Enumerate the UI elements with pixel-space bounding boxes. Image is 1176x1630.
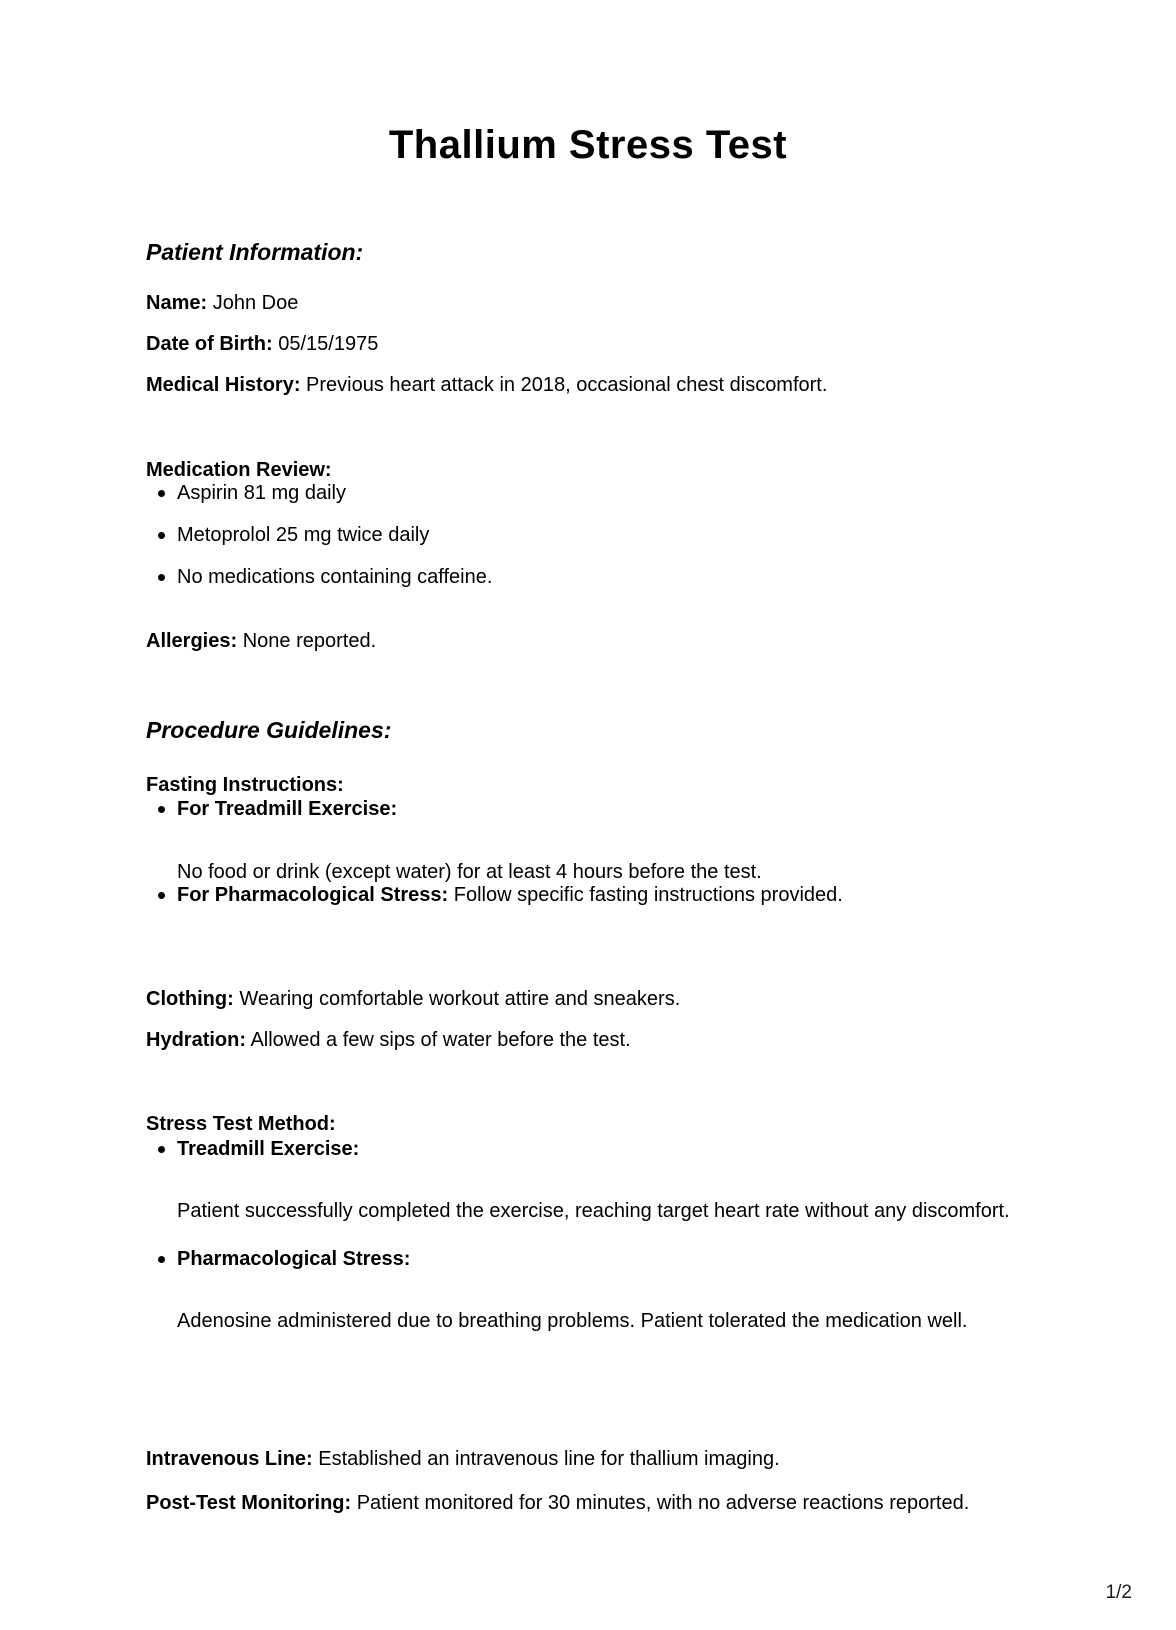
bullet-dot-icon (158, 574, 165, 581)
field-medical-history-label: Medical History: (146, 374, 301, 396)
bullet-dot-icon (158, 490, 165, 497)
bullet-dot-icon (158, 1256, 165, 1263)
bullet-dot-icon (158, 806, 165, 813)
page-title: Thallium Stress Test (388, 122, 788, 167)
field-medical-history-value: Previous heart attack in 2018, occasional chest discomfort. (306, 374, 828, 396)
field-hydration-value: Allowed a few sips of water before the test. (250, 1029, 631, 1051)
medication-list-item (158, 480, 1030, 507)
field-medical-history (146, 372, 1066, 399)
fasting-treadmill-label: For Treadmill Exercise: (177, 798, 398, 820)
field-intravenous-line (146, 1446, 1066, 1473)
fasting-pharmacological-text (177, 882, 843, 909)
section-heading-stress-test-method: Stress Test Method: (146, 1113, 336, 1135)
section-heading-medication-review: Medication Review: (146, 459, 332, 481)
medication-item-text: Metoprolol 25 mg twice daily (177, 524, 430, 546)
section-heading-fasting-instructions: Fasting Instructions: (146, 774, 344, 796)
field-name-label: Name: (146, 292, 208, 314)
field-post-test-label: Post-Test Monitoring: (146, 1492, 352, 1514)
fasting-treadmill-item (158, 796, 1030, 823)
method-treadmill-detail: Patient successfully completed the exercise, reaching target heart rate without any discomfort. (177, 1200, 1010, 1222)
fasting-pharmacological-detail: Follow specific fasting instructions provided. (453, 884, 843, 906)
field-allergies (146, 628, 1066, 655)
field-name-value: John Doe (212, 292, 299, 314)
field-allergies-label: Allergies: (146, 630, 238, 652)
field-allergies-value: None reported. (242, 630, 377, 652)
field-clothing (146, 986, 1066, 1013)
field-date-of-birth (146, 331, 1066, 358)
bullet-dot-icon (158, 1146, 165, 1153)
field-clothing-value: Wearing comfortable workout attire and sneakers. (239, 988, 681, 1010)
method-pharmacological-detail: Adenosine administered due to breathing problems. Patient tolerated the medication well. (177, 1310, 968, 1332)
method-pharmacological-item (158, 1246, 1030, 1273)
medication-item-text: No medications containing caffeine. (177, 566, 493, 588)
method-treadmill-label: Treadmill Exercise: (177, 1138, 360, 1160)
field-name (146, 290, 1066, 317)
field-post-test-value: Patient monitored for 30 minutes, with no adverse reactions reported. (356, 1492, 970, 1514)
fasting-pharmacological-item (158, 882, 1030, 909)
page-number: 1/2 (1105, 1582, 1132, 1603)
field-intravenous-value: Established an intravenous line for thallium imaging. (318, 1448, 780, 1470)
field-clothing-label: Clothing: (146, 988, 234, 1010)
field-intravenous-label: Intravenous Line: (146, 1448, 313, 1470)
fasting-pharmacological-label: For Pharmacological Stress: (177, 884, 449, 906)
field-hydration-label: Hydration: (146, 1029, 246, 1051)
medication-list-item (158, 564, 1030, 591)
medication-list-item (158, 522, 1030, 549)
method-treadmill-item (158, 1136, 1030, 1163)
bullet-dot-icon (158, 532, 165, 539)
bullet-dot-icon (158, 892, 165, 899)
field-dob-value: 05/15/1975 (278, 333, 379, 355)
method-pharmacological-label: Pharmacological Stress: (177, 1248, 411, 1270)
section-heading-patient-information: Patient Information: (146, 239, 364, 266)
field-hydration (146, 1027, 1066, 1054)
medication-item-text: Aspirin 81 mg daily (177, 482, 346, 504)
section-heading-procedure-guidelines: Procedure Guidelines: (146, 717, 392, 744)
field-post-test-monitoring (146, 1490, 1066, 1517)
field-dob-label: Date of Birth: (146, 333, 273, 355)
fasting-treadmill-detail: No food or drink (except water) for at least 4 hours before the test. (177, 861, 762, 883)
